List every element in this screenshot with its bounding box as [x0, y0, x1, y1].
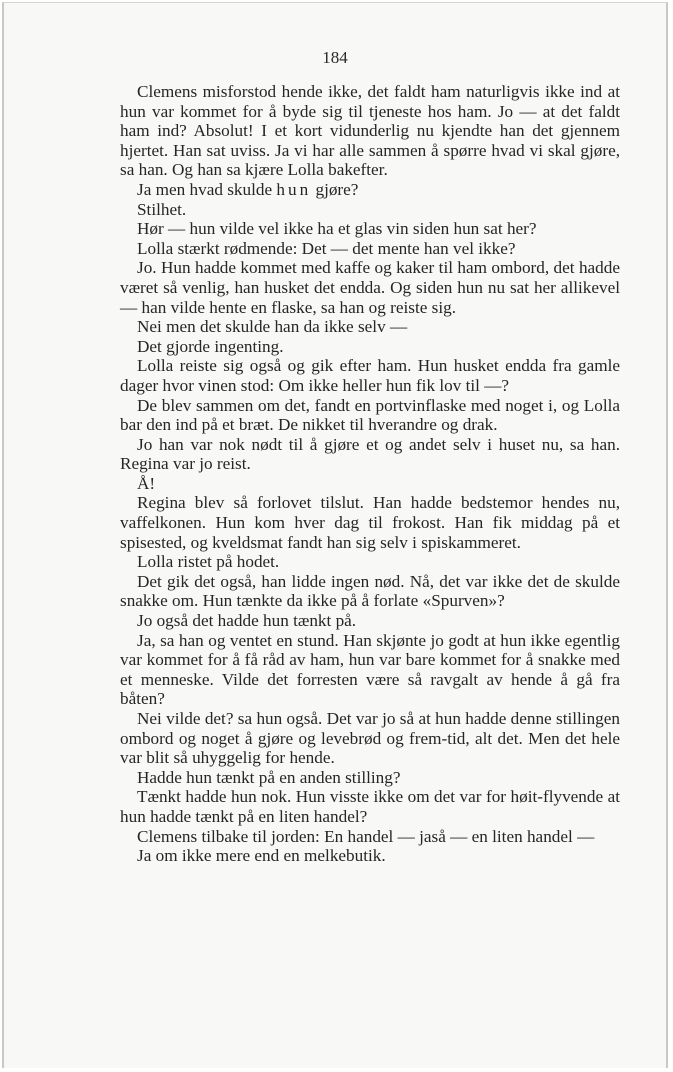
- emphasized-word: hun: [276, 179, 312, 199]
- page-number: 184: [322, 48, 348, 67]
- paragraph: Hadde hun tænkt på en anden stilling?: [137, 767, 401, 787]
- paragraph: Jo. Hun hadde kommet med kaffe og kaker til ham ombord, det hadde været så venlig, han husket det endda. Og siden hun nu sat her allikevel — han vilde hente en flaske, sa han og reiste sig.: [120, 258, 620, 317]
- paragraph: [120, 180, 620, 200]
- paragraph: Clemens misforstod hende ikke, det faldt ham naturligvis ikke ind at hun var kommet for å byde sig til tjeneste hos ham. Jo — at det faldt ham ind? Absolut! I et kort vidunderlig nu kjendte han det gjennem hjertet. Han sat uviss. Ja vi har alle sammen å spørre hvad vi skal gjøre, sa han. Og han sa kjære Lolla bakefter.: [120, 82, 620, 180]
- paragraph-text: gjøre?: [311, 179, 359, 199]
- paragraph: Det gik det også, han lidde ingen nød. Nå, det var ikke det de skulde snakke om. Hun tænkte da ikke på å forlate «Spurven»?: [120, 571, 620, 611]
- paragraph: Jo også det hadde hun tænkt på.: [137, 611, 357, 631]
- paragraph: Stilhet.: [137, 199, 187, 219]
- paragraph: Hør — hun vilde vel ikke ha et glas vin siden hun sat her?: [137, 219, 537, 239]
- paragraph: Nei vilde det? sa hun også. Det var jo så at hun hadde denne stillingen ombord og noget å gjøre og levebrød og frem-tid, alt det. Men det hele var blit så uhyggelig for hende.: [120, 709, 620, 768]
- paragraph: Ja om ikke mere end en melkebutik.: [137, 846, 386, 866]
- book-page: [2, 2, 668, 1068]
- paragraph: Å!: [137, 473, 156, 493]
- paragraph: Det gjorde ingenting.: [137, 336, 284, 356]
- paragraph: Tænkt hadde hun nok. Hun visste ikke om det var for høit-flyvende at hun hadde tænkt på en liten handel?: [120, 787, 620, 826]
- paragraph: Nei men det skulde han da ikke selv —: [137, 317, 408, 337]
- paragraph-text: Ja men hvad skulde: [137, 179, 277, 199]
- paragraph: Regina blev så forlovet tilslut. Han hadde bedstemor hendes nu, vaffelkonen. Hun kom hver dag til frokost. Han fik middag på et spisested, og kveldsmat fandt han sig selv i spiskammeret.: [120, 493, 620, 552]
- paragraph: Ja, sa han og ventet en stund. Han skjønte jo godt at hun ikke egentlig var kommet for å få råd av ham, hun var bare kommet for å snakke med et menneske. Vilde det forresten være så ravgalt av hende å gå fra båten?: [120, 630, 620, 709]
- body-text: [120, 82, 620, 866]
- paragraph: Clemens tilbake til jorden: En handel — jaså — en liten handel —: [137, 826, 595, 846]
- paragraph: Lolla reiste sig også og gik efter ham. Hun husket endda fra gamle dager hvor vinen stod: Om ikke heller hun fik lov til —?: [120, 356, 620, 395]
- paragraph: Jo han var nok nødt til å gjøre et og andet selv i huset nu, sa han. Regina var jo reist.: [120, 434, 620, 474]
- paragraph: De blev sammen om det, fandt en portvinflaske med noget i, og Lolla bar den ind på et bræt. De nikket til hverandre og drak.: [120, 395, 620, 435]
- paragraph: Lolla stærkt rødmende: Det — det mente han vel ikke?: [137, 238, 516, 258]
- paragraph: Lolla ristet på hodet.: [137, 552, 280, 572]
